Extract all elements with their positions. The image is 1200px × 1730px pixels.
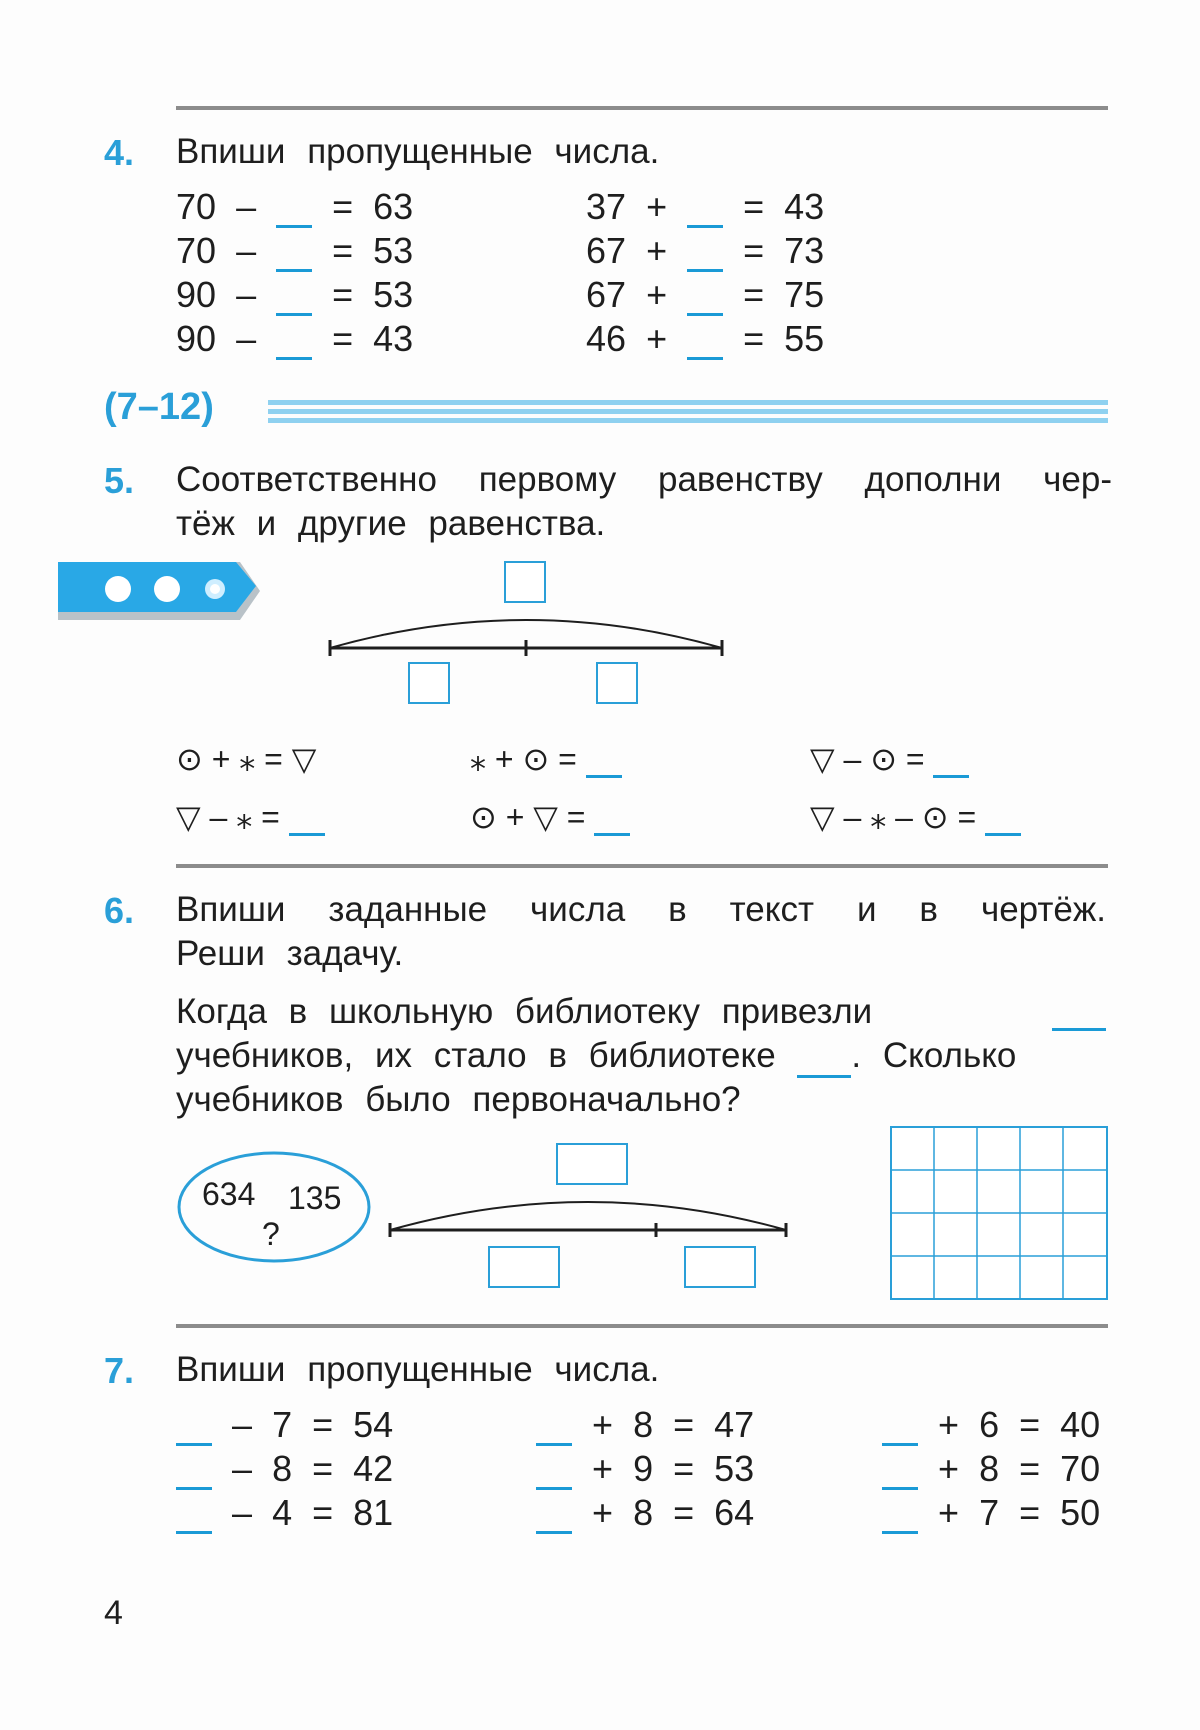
difficulty-ribbon bbox=[58, 562, 260, 620]
symbol-eq-2: ⁎ + ⊙ = bbox=[470, 740, 622, 778]
task-7-eq-c2-3: + 8 = 64 bbox=[536, 1492, 754, 1534]
oval-question: ? bbox=[262, 1216, 280, 1252]
diagram-5-left-box[interactable] bbox=[408, 662, 450, 704]
task-7-eq-c3-3: + 7 = 50 bbox=[882, 1492, 1100, 1534]
oval-number-1: 634 bbox=[202, 1176, 256, 1212]
divider-task-7 bbox=[176, 1324, 1108, 1328]
task-4-eq-right-1: 37 + = 43 bbox=[586, 186, 825, 227]
task-4-number: 4. bbox=[104, 132, 135, 173]
task-7-eq-c3-1: + 6 = 40 bbox=[882, 1404, 1100, 1446]
task-4-text: Впиши пропущенные числа. bbox=[176, 132, 660, 171]
page-number: 4 bbox=[104, 1594, 123, 1632]
divider-task-6 bbox=[176, 864, 1108, 868]
task-7-eq-c2-1: + 8 = 47 bbox=[536, 1404, 754, 1446]
task-4-eq-left-4: 90 – = 43 bbox=[176, 318, 414, 359]
task-4-eq-right-2: 67 + = 73 bbox=[586, 230, 825, 271]
diagram-6-right-box[interactable] bbox=[684, 1246, 756, 1288]
divider-top bbox=[176, 106, 1108, 110]
task-6-paragraph-line-3: учебников было первоначально? bbox=[176, 1080, 741, 1119]
symbol-eq-6: ▽ – ⁎ – ⊙ = bbox=[810, 798, 1021, 836]
symbol-eq-3: ▽ – ⊙ = bbox=[810, 740, 969, 778]
task-4-eq-right-3: 67 + = 75 bbox=[586, 274, 825, 315]
diagram-6-top-box[interactable] bbox=[556, 1143, 628, 1185]
task-7-eq-c1-3: – 4 = 81 bbox=[176, 1492, 393, 1534]
segment-diagram-5 bbox=[326, 606, 726, 656]
section-label: (7–12) bbox=[104, 386, 214, 428]
task-4-eq-left-3: 90 – = 53 bbox=[176, 274, 414, 315]
task-7-eq-c1-2: – 8 = 42 bbox=[176, 1448, 393, 1490]
symbol-eq-1: ⊙ + ⁎ = ▽ bbox=[176, 741, 317, 777]
task-6-number: 6. bbox=[104, 890, 135, 931]
task-6-paragraph-line-2: учебников, их стало в библиотеке . Сколько bbox=[176, 1034, 1106, 1078]
segment-diagram-6 bbox=[386, 1190, 790, 1238]
task-4-eq-left-1: 70 – = 63 bbox=[176, 186, 414, 227]
task-7-eq-c1-1: – 7 = 54 bbox=[176, 1404, 393, 1446]
task-7-number: 7. bbox=[104, 1350, 135, 1391]
solution-grid[interactable] bbox=[890, 1126, 1108, 1300]
task-4-eq-left-2: 70 – = 53 bbox=[176, 230, 414, 271]
task-7-eq-c2-2: + 9 = 53 bbox=[536, 1448, 754, 1490]
diagram-6-left-box[interactable] bbox=[488, 1246, 560, 1288]
task-6-paragraph-line-1: Когда в школьную библиотеку привезли bbox=[176, 990, 1106, 1034]
section-band bbox=[268, 400, 1108, 424]
diagram-5-right-box[interactable] bbox=[596, 662, 638, 704]
task-5-number: 5. bbox=[104, 460, 135, 501]
task-5-line-2: тёж и другие равенства. bbox=[176, 504, 606, 543]
task-7-text: Впиши пропущенные числа. bbox=[176, 1350, 660, 1389]
symbol-eq-5: ⊙ + ▽ = bbox=[470, 798, 630, 836]
diagram-5-top-box[interactable] bbox=[504, 561, 546, 603]
task-4-eq-right-4: 46 + = 55 bbox=[586, 318, 825, 359]
task-6-line-2: Реши задачу. bbox=[176, 934, 404, 973]
symbol-eq-4: ▽ – ⁎ = bbox=[176, 798, 325, 836]
oval-number-2: 135 bbox=[288, 1180, 342, 1216]
task-7-eq-c3-2: + 8 = 70 bbox=[882, 1448, 1100, 1490]
task-5-line-1: Соответственно первому равенству дополни чер- bbox=[176, 460, 1112, 499]
task-6-line-1: Впиши заданные числа в текст и в чертёж. bbox=[176, 890, 1106, 929]
